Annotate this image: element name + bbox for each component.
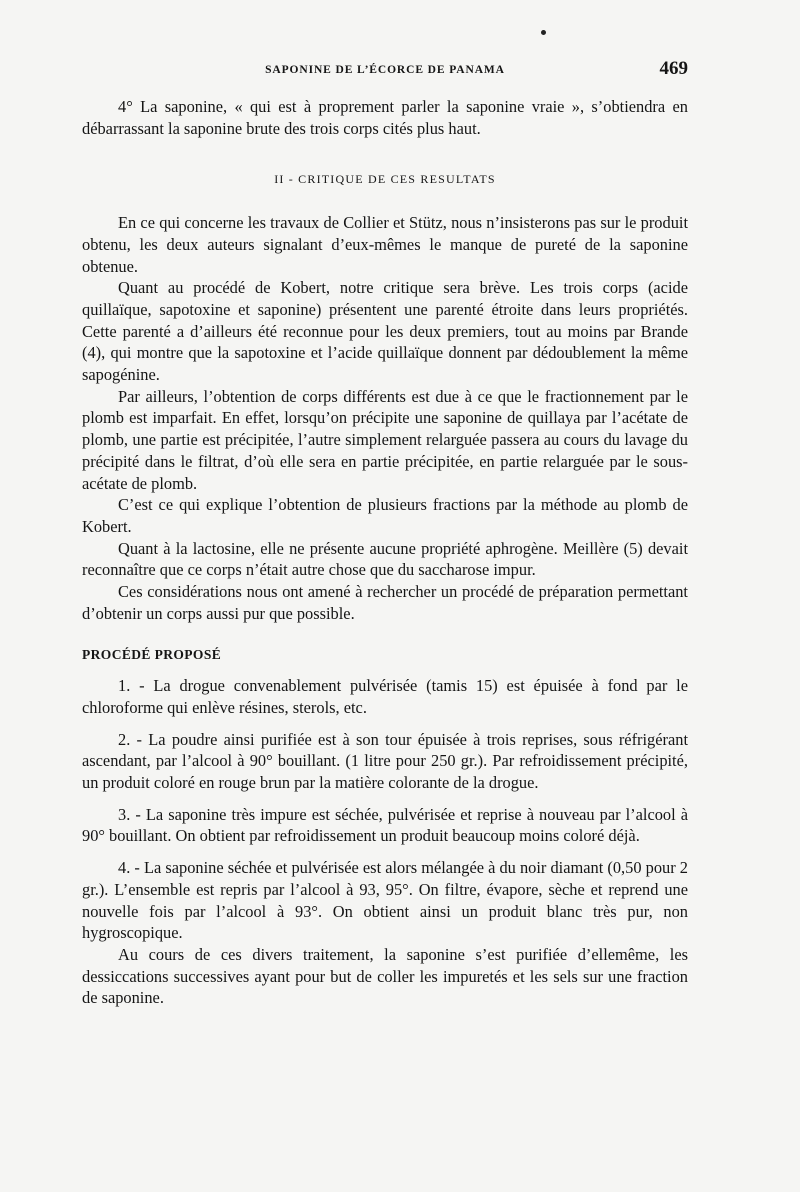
critique-paragraph: Quant au procédé de Kobert, notre critique sera brève. Les trois corps (acide quillaïque, sapotoxine et saponine) présentent une parenté étroite dans leurs propriétés. Cette parenté a d’ailleurs été reconnue pour les deux premiers, tout au moins par Brande (4), qui montre que la sapotoxine et l’acide quillaïque donnent par dédoublement la même sapogénine. <box>82 278 688 385</box>
procedure-step: 1. - La drogue convenablement pulvérisée (tamis 15) est épuisée à fond par le chloroforme qui enlève résines, sterols, etc. <box>82 676 688 717</box>
critique-paragraph: Ces considérations nous ont amené à rechercher un procédé de préparation permettant d’obtenir un corps aussi pur que possible. <box>82 582 688 623</box>
critique-paragraph: Quant à la lactosine, elle ne présente aucune propriété aphrogène. Meillère (5) devait reconnaître que ce corps n’était autre chose que du saccharose impur. <box>82 538 688 580</box>
critique-paragraph: C’est ce qui explique l’obtention de plusieurs fractions par la méthode au plomb de Kobert. <box>82 495 688 536</box>
procedure-step: 4. - La saponine séchée et pulvérisée est alors mélangée à du noir diamant (0,50 pour 2 gr.). L’ensemble est repris par l’alcool à 93, 95°. On filtre, évapore, sèche et reprend une nouvelle fois par l’alcool à 93°. On obtient ainsi un produit blanc très pur, non hygroscopique. <box>82 858 688 943</box>
intro-paragraph: 4° La saponine, « qui est à proprement parler la saponine vraie », s’obtiendra en débarrassant la saponine brute des trois corps cités plus haut. <box>82 97 688 138</box>
critique-paragraph: Par ailleurs, l’obtention de corps différents est due à ce que le fractionnement par le plomb est imparfait. En effet, lorsqu’on précipite une saponine de quillaya par l’acétate de plomb, une partie est précipitée, l’autre simplement relarguée passera au cours du lavage du précipité dans le filtrat, d’où elle sera en partie précipitée, en partie relarguée par le sous-acétate de plomb. <box>82 386 688 493</box>
page-number: 469 <box>659 58 688 79</box>
procedure-heading: PROCÉDÉ PROPOSÉ <box>82 647 222 663</box>
closing-paragraph: Au cours de ces divers traitement, la saponine s’est purifiée d’ellemême, les dessiccations successives ayant pour but de coller les impuretés et les sels sur une fraction de saponine. <box>82 944 688 1008</box>
critique-paragraph: En ce qui concerne les travaux de Collier et Stütz, nous n’insisterons pas sur le produit obtenu, les deux auteurs signalant d’eux-mêmes le manque de pureté de la saponine obtenue. <box>82 213 688 276</box>
page-body <box>82 96 688 1009</box>
running-title: SAPONINE DE L’ÉCORCE DE PANAMA <box>265 64 505 76</box>
procedure-step: 3. - La saponine très impure est séchée, pulvérisée et reprise à nouveau par l’alcool à 90° bouillant. On obtient par refroidissement un produit beaucoup moins coloré déjà. <box>82 804 688 846</box>
procedure-step: 2. - La poudre ainsi purifiée est à son tour épuisée à trois reprises, sous réfrigérant ascendant, par l’alcool à 90° bouillant. (1 litre pour 250 gr.). Par refroidissement précipité, un produit coloré en rouge brun par la matière colorante de la drogue. <box>82 729 688 792</box>
printing-speck <box>541 30 546 35</box>
page-header <box>82 60 688 84</box>
section-title: II - CRITIQUE DE CES RESULTATS <box>274 172 496 187</box>
